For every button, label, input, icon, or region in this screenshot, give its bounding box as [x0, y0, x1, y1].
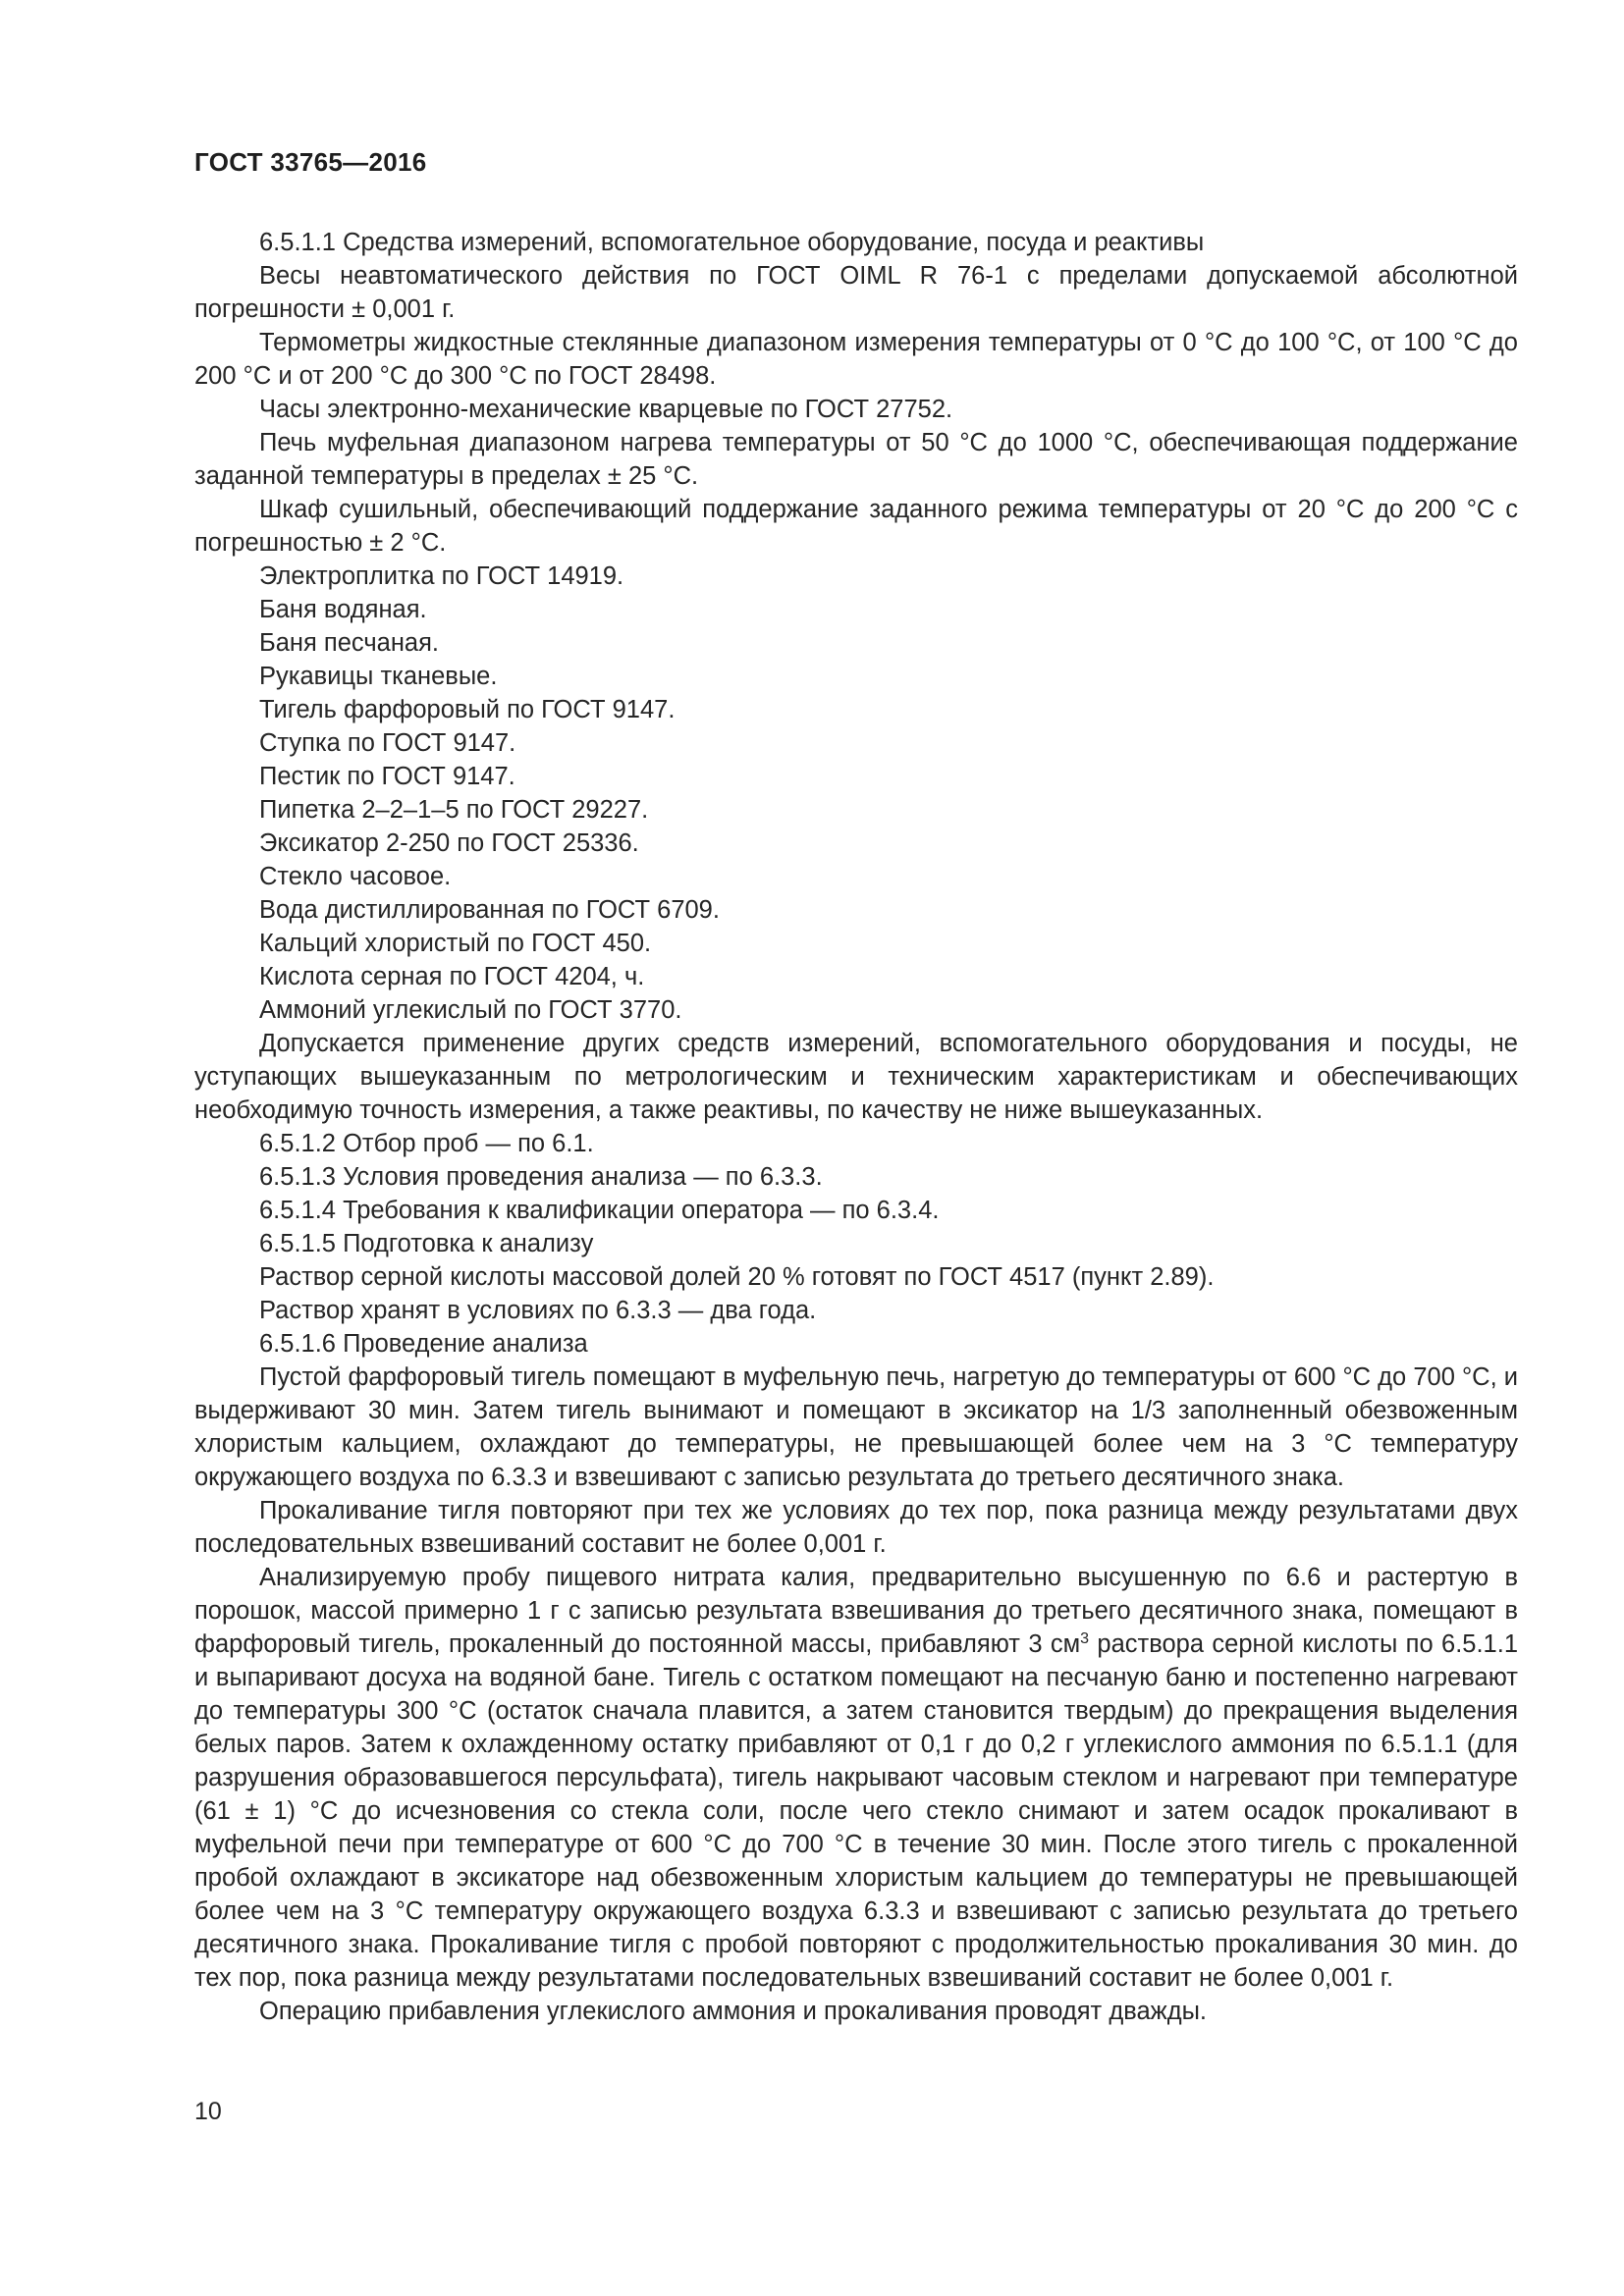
- paragraph: Прокаливание тигля повторяют при тех же условиях до тех пор, пока разница между результатами двух последовательных взвешиваний составит не более 0,001 г.: [194, 1497, 1518, 1558]
- paragraph: Ступка по ГОСТ 9147.: [259, 729, 516, 757]
- paragraph-long-part1: Анализируемую пробу пищевого нитрата калия, предварительно высушенную по 6.6 и растертую в порошок, массой примерно 1 г с записью результата взвешивания до третьего десятичного знака, помещают в фарфоровый тигель, прокаленный до постоянной массы, прибавляют 3 см: [194, 1564, 1518, 1658]
- body-text: [194, 226, 1518, 2028]
- paragraph: Термометры жидкостные стеклянные диапазоном измерения температуры от 0 °С до 100 °С, от 100 °С до 200 °С и от 200 °С до 300 °С по ГОСТ 28498.: [194, 329, 1518, 390]
- paragraph: Рукавицы тканевые.: [259, 663, 498, 690]
- page-number: 10: [194, 2098, 222, 2125]
- paragraph: Допускается применение других средств измерений, вспомогательного оборудования и посуды, не уступающих вышеуказанным по метрологическим и техническим характеристикам и обеспечивающих необходимую точность измерения, а также реактивы, по качеству не ниже вышеуказанных.: [194, 1030, 1518, 1124]
- paragraph: Тигель фарфоровый по ГОСТ 9147.: [259, 696, 676, 723]
- paragraph: 6.5.1.1 Средства измерений, вспомогательное оборудование, посуда и реактивы: [259, 229, 1205, 256]
- paragraph: 6.5.1.4 Требования к квалификации оператора — по 6.3.4.: [259, 1197, 940, 1224]
- paragraph: Пестик по ГОСТ 9147.: [259, 763, 515, 790]
- paragraph: Баня водяная.: [259, 596, 427, 623]
- paragraph: 6.5.1.3 Условия проведения анализа — по 6.3.3.: [259, 1163, 823, 1191]
- paragraph: Кислота серная по ГОСТ 4204, ч.: [259, 963, 645, 990]
- paragraph: Шкаф сушильный, обеспечивающий поддержание заданного режима температуры от 20 °С до 200 °С с погрешностью ± 2 °С.: [194, 496, 1518, 557]
- paragraph: 6.5.1.2 Отбор проб — по 6.1.: [259, 1130, 594, 1157]
- paragraph: Пипетка 2–2–1–5 по ГОСТ 29227.: [259, 796, 649, 824]
- paragraph: Часы электронно-механические кварцевые по ГОСТ 27752.: [259, 396, 953, 423]
- paragraph: 6.5.1.6 Проведение анализа: [259, 1330, 588, 1358]
- paragraph: Раствор серной кислоты массовой долей 20 % готовят по ГОСТ 4517 (пункт 2.89).: [259, 1263, 1215, 1291]
- paragraph: Стекло часовое.: [259, 863, 452, 890]
- paragraph: Кальций хлористый по ГОСТ 450.: [259, 930, 652, 957]
- paragraph-long: [194, 1561, 1518, 1995]
- paragraph-long-part2: раствора серной кислоты по 6.5.1.1 и выпаривают досуха на водяной бане. Тигель с остатком помещают на песчаную баню и постепенно нагревают до температуры 300 °С (остаток сначала плавится, а затем становится твердым) до прекращения выделения белых паров. Затем к охлажденному остатку прибавляют от 0,1 г до 0,2 г углекислого аммония по 6.5.1.1 (для разрушения образовавшегося персульфата), тигель накрывают часовым стеклом и нагревают при температуре (61 ± 1) °С до исчезновения со стекла соли, после чего стекло снимают и затем осадок прокаливают в муфельной печи при температуре от 600 °С до 700 °С в течение 30 мин. После этого тигель с прокаленной пробой охлаждают в эксикаторе над обезвоженным хлористым кальцием до температуры не превышающей более чем на 3 °С температуру окружающего воздуха 6.3.3 и взвешивают с записью результата до третьего десятичного знака. Прокаливание тигля с пробой повторяют с продолжительностью прокаливания 30 мин. до тех пор, пока разница между результатами последовательных взвешиваний составит не более 0,001 г.: [194, 1630, 1519, 1992]
- paragraph: Раствор хранят в условиях по 6.3.3 — два года.: [259, 1297, 817, 1324]
- paragraph: 6.5.1.5 Подготовка к анализу: [259, 1230, 594, 1257]
- standard-header: ГОСТ 33765—2016: [194, 147, 427, 177]
- paragraph: Вода дистиллированная по ГОСТ 6709.: [259, 896, 720, 924]
- paragraph: Весы неавтоматического действия по ГОСТ OIML R 76-1 с пределами допускаемой абсолютной погрешности ± 0,001 г.: [194, 262, 1518, 323]
- paragraph: Электроплитка по ГОСТ 14919.: [259, 562, 624, 590]
- paragraph: Печь муфельная диапазоном нагрева температуры от 50 °С до 1000 °С, обеспечивающая поддержание заданной температуры в пределах ± 25 °С.: [194, 429, 1518, 490]
- paragraph: Аммоний углекислый по ГОСТ 3770.: [259, 996, 682, 1024]
- paragraph: Операцию прибавления углекислого аммония и прокаливания проводят дважды.: [259, 1998, 1207, 2025]
- paragraph: Пустой фарфоровый тигель помещают в муфельную печь, нагретую до температуры от 600 °С до 700 °С, и выдерживают 30 мин. Затем тигель вынимают и помещают в эксикатор на 1/3 заполненный обезвоженным хлористым кальцием, охлаждают до температуры, не превышающей более чем на 3 °С температуру окружающего воздуха по 6.3.3 и взвешивают с записью результата до третьего десятичного знака.: [194, 1363, 1518, 1491]
- paragraph: Баня песчаная.: [259, 629, 439, 657]
- superscript: 3: [1080, 1630, 1090, 1647]
- paragraph: Эксикатор 2-250 по ГОСТ 25336.: [259, 829, 639, 857]
